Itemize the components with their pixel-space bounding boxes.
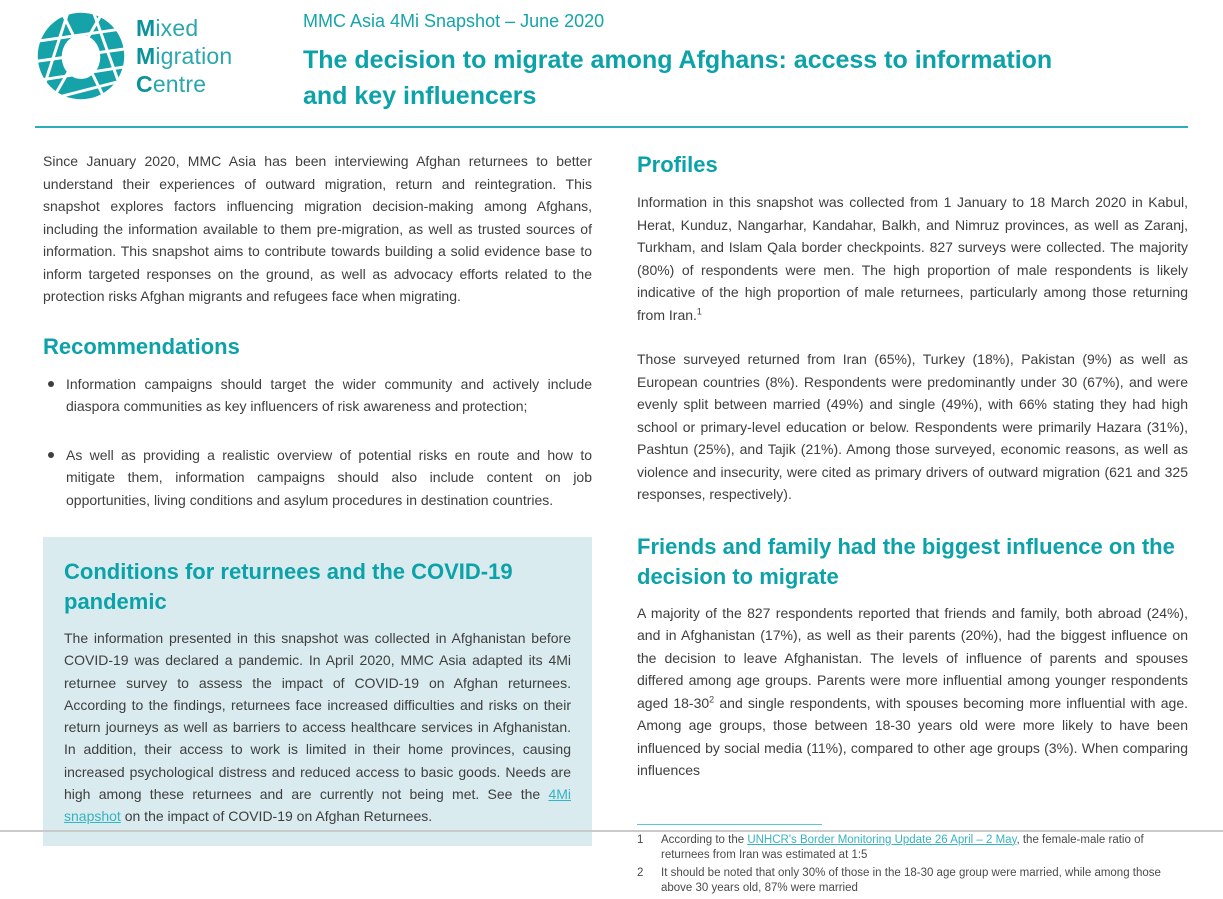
callout-body: The information presented in this snapshot was collected in Afghanistan before COVID-19 was declared a pandemic. In April 2020, MMC Asia adapted its 4Mi returnee survey to assess the impact of COVID-19 on Afghan returnees. According to the findings, returnees face increased difficulties and risks on their return journeys as well as barriers to access healthcare services in Afghanistan. In addition, their access to work is limited in their home provinces, causing increased psychological distress and reduced access to basic goods. Needs are high among these returnees and are currently not being met. See the 4Mi snapshot on the impact of COVID-19 on Afghan Returnees. xyxy=(64,630,571,825)
friends-family-heading: Friends and family had the biggest influence on the decision to migrate xyxy=(637,533,1175,589)
mmc-logo-wordmark: Mixed Migration Centre xyxy=(136,15,233,97)
mmc-globe-icon xyxy=(35,10,127,102)
left-column xyxy=(43,150,592,846)
profiles-heading: Profiles xyxy=(637,152,718,177)
list-item: As well as providing a realistic overview of potential risks en route and how to mitigate them, information campaigns should also include content on job opportunities, living conditions and asylum procedures in destination countries. xyxy=(43,444,592,512)
mmc-logo xyxy=(35,10,232,102)
footnote-1: 1 According to the UNHCR's Border Monitoring Update 26 April – 2 May, the female-male ratio of returnees from Iran was estimated at 1:5 xyxy=(637,833,1144,861)
covid-callout-box xyxy=(43,537,592,846)
page-bottom-edge xyxy=(0,830,1223,832)
footnote-divider xyxy=(637,824,822,825)
list-item: Information campaigns should target the wider community and actively include diaspora communities as key influencers of risk awareness and protection; xyxy=(43,373,592,418)
footnote-2: 2 It should be noted that only 30% of those in the 18-30 age group were married, while among those above 30 years old, 87% were married xyxy=(637,866,1161,894)
profiles-paragraph-1: Information in this snapshot was collected from 1 January to 18 March 2020 in Kabul, Herat, Kunduz, Nangarhar, Kandahar, Balkh, and Nimruz provinces, as well as Zaranj, Turkham, and Islam Qala border checkpoints. 827 surveys were collected. The majority (80%) of respondents were men. The high proportion of male respondents is likely indicative of the high proportion of male returnees, particularly among those returning from Iran.$^1$ xyxy=(637,194,1188,323)
footnote-ref-2: 2 xyxy=(709,693,715,704)
intro-paragraph: Since January 2020, MMC Asia has been interviewing Afghan returnees to better understand their experiences of outward migration, return and reintegration. This snapshot explores factors influencing migration decision-making among Afghans, including the information available to them pre-migration, as well as trusted sources of information. This snapshot aims to contribute towards building a solid evidence base to inform targeted responses on the ground, as well as advocacy efforts related to the protection risks Afghan migrants and refugees face when migrating. xyxy=(43,153,592,304)
bullet-icon xyxy=(48,381,54,387)
snapshot-kicker: MMC Asia 4Mi Snapshot – June 2020 xyxy=(303,11,605,31)
bullet-icon xyxy=(48,452,54,458)
4mi-snapshot-link[interactable]: 4Mi snapshot xyxy=(64,786,571,825)
footnotes xyxy=(637,824,1188,896)
recommendations-heading: Recommendations xyxy=(43,333,240,359)
unhcr-border-monitoring-link[interactable]: UNHCR's Border Monitoring Update 26 April – 2 May xyxy=(747,833,1017,846)
right-column xyxy=(637,150,1188,899)
profiles-paragraph-2: Those surveyed returned from Iran (65%), Turkey (18%), Pakistan (9%) as well as European countries (8%). Respondents were predominantly under 30 (67%), and were evenly split between married (49%) and single (49%), with 66% stating they had high school or primary-level education or below. Respondents were primarily Hazara (31%), Pashtun (25%), and Tajik (21%). Among those surveyed, economic reasons, as well as violence and insecurity, were cited as primary drivers of outward migration (621 and 325 responses, respectively). xyxy=(637,351,1188,502)
callout-heading: Conditions for returnees and the COVID-19 pandemic xyxy=(64,559,513,614)
recommendations-list xyxy=(43,373,592,512)
page-title: The decision to migrate among Afghans: access to information and key influencers xyxy=(303,46,1053,110)
footnote-ref-1: 1 xyxy=(696,305,702,316)
header-divider xyxy=(35,126,1188,128)
friends-family-paragraph: A majority of the 827 respondents reported that friends and family, both abroad (24%), and in Afghanistan (17%), as well as their parents (20%), had the biggest influence on the decision to leave Afghanistan. The levels of influence of parents and spouses differed among age groups. Parents were more influential among younger respondents aged 18-30$^2$ and single respondents, with spouses becoming more influential with age. Among age groups, those between 18-30 years old were more likely to have been influenced by social media (11%), compared to other age groups (3%). When comparing influences xyxy=(637,604,1188,778)
